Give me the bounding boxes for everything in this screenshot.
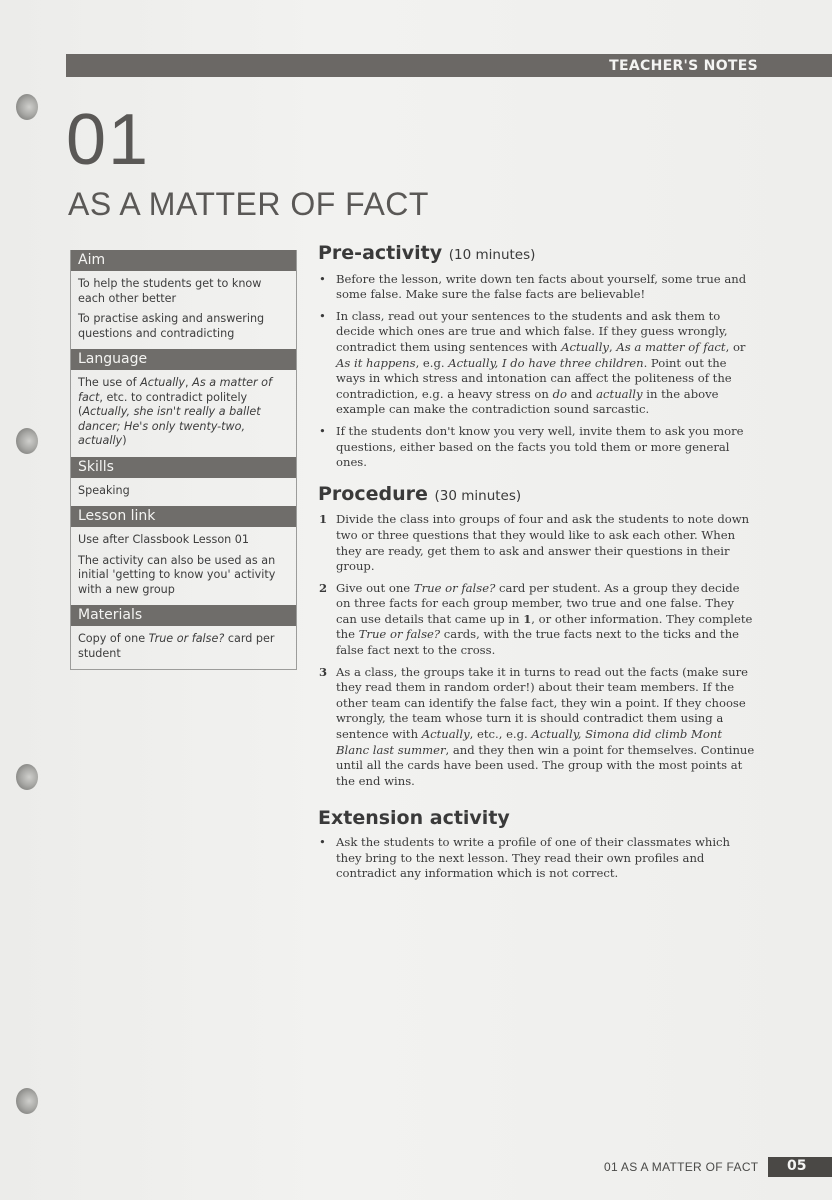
lesson-link-body [71,527,296,605]
unit-title: AS A MATTER OF FACT [68,186,429,222]
skills-body [71,478,296,507]
header-bar [66,54,832,77]
punch-hole-4 [16,1088,38,1114]
language-body [71,370,296,457]
lesson-link-text-1: Use after Classbook Lesson 01 [78,533,250,546]
list-item: • If the students don't know you very well, invite them to ask you more questions, either based on the facts you told them or more general ones. [318,424,756,471]
language-text: The use of Actually, As a matter of fact, etc. to contradict politely (Actually, she isn't really a ballet dancer; He's only twenty-two, actually) [78,376,272,447]
procedure-duration: (30 minutes) [434,487,522,504]
list-item: 1 Divide the class into groups of four and ask the students to note down two or three questions that they would like to ask each other. When they are ready, get them to ask and answer their questions in their group. [319,512,750,574]
punch-hole-3 [16,764,38,790]
sidebar-box [70,250,297,670]
materials-heading: Materials [71,605,296,626]
extension-heading: Extension activity [318,807,510,830]
lesson-link-text-2: The activity can also be used as an initial 'getting to know you' activity with a new group [78,553,276,596]
skills-heading: Skills [71,457,296,478]
list-item: 3 As a class, the groups take it in turns to read out the facts (make sure they read them in random order!) about their team members. If the other team can identify the false fact, they win a point. If they choose wrongly, the team whose turn it is should contradict them using a sentence with Actually, etc., e.g. Actually, Simona did climb Mont Blanc last summer, and they then win a point for themselves. Continue until all the cards have been used. The group with the most points at the end wins. [319,664,755,788]
list-item: • Before the lesson, write down ten facts about yourself, some true and some false. Make sure the false facts are believable! [318,272,756,303]
page-number-box [768,1157,832,1177]
aim-heading: Aim [71,250,296,271]
list-item: • In class, read out your sentences to the students and ask them to decide which ones are true and which false. If they guess wrongly, contradict them using sentences with Actually, As a matter of fact, or As it happens, e.g. Actually, I do have three children. Point out the ways in which stress and intonation can affect the politeness of the contradiction, e.g. a heavy stress on do and actually in the above example can make the contradiction sound sarcastic. [318,309,756,418]
unit-number: 01 [66,100,151,180]
list-item: 2 Give out one True or false? card per student. As a group they decide on three facts for each group member, two true and one false. They can use details that came up in 1, or other information. They complete the True or false? cards, with the true facts next to the ticks and the false fact next to the cross. [319,580,753,658]
pre-activity-heading: Pre-activity (10 minutes) [318,242,536,264]
extension-list [318,835,756,882]
pre-activity-duration: (10 minutes) [448,247,536,263]
page-number: 05 [787,1158,807,1174]
pre-activity-list [318,272,756,471]
materials-body [71,626,296,669]
punch-hole-2 [16,428,38,454]
lesson-link-heading: Lesson link [71,506,296,527]
procedure-heading: Procedure (30 minutes) [318,482,522,505]
procedure-list [318,512,756,789]
list-item: • Ask the students to write a profile of one of their classmates which they bring to the next lesson. They read their own profiles and contradict any information which is not correct. [318,835,756,882]
header-label: TEACHER'S NOTES [609,58,758,74]
skills-text: Speaking [78,483,130,497]
aim-text-1: To help the students get to know each other better [78,277,262,305]
materials-text: Copy of one True or false? card per student [78,632,275,660]
main-column [318,242,756,888]
language-heading: Language [71,349,296,370]
aim-text-2: To practise asking and answering questions and contradicting [78,312,265,340]
footer-unit-label: 01 AS A MATTER OF FACT [604,1160,759,1174]
punch-hole-1 [16,94,38,120]
aim-body [71,271,296,349]
